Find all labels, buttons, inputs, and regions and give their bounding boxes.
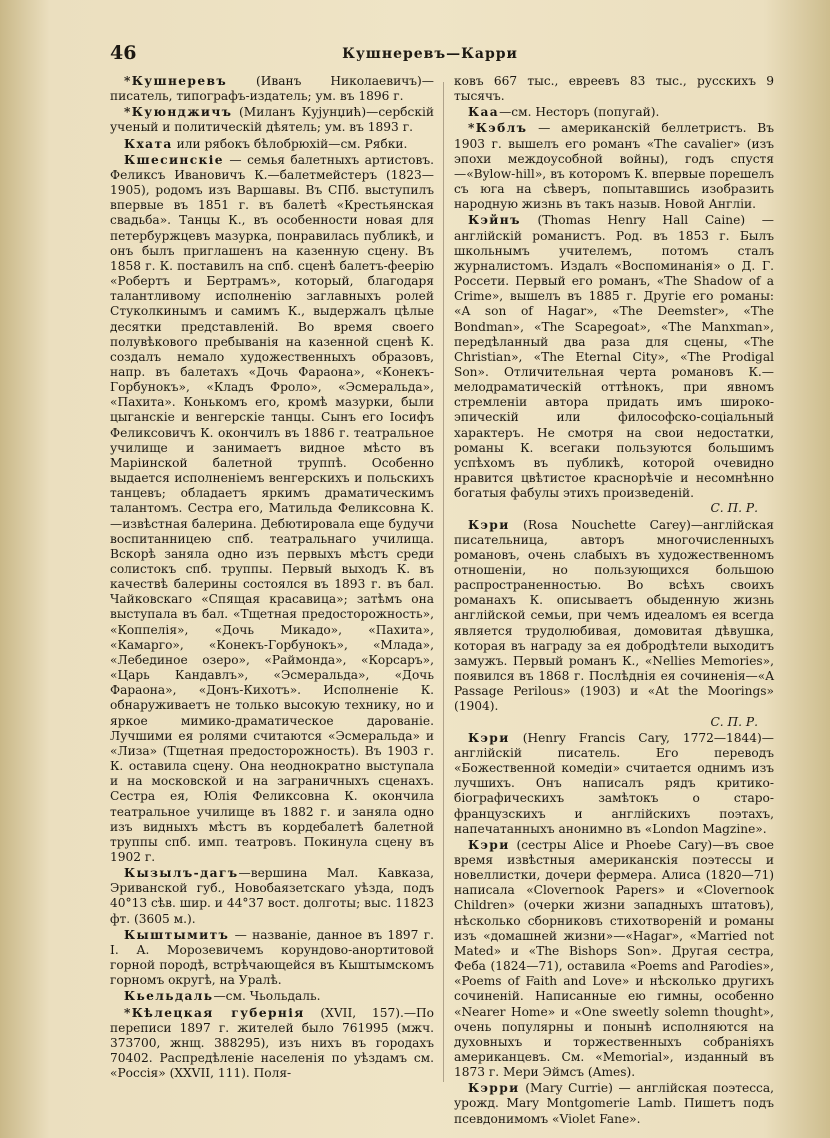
entry-headword: Кэри [468, 730, 510, 745]
entry-headword: Кшесинскіе [124, 152, 224, 167]
entry-text: ковъ 667 тыс., евреевъ 83 тыс., русскихъ 9 тысячъ. [454, 74, 774, 104]
entry-headword: Кызылъ-дагъ [124, 866, 239, 881]
dictionary-entry [454, 1081, 774, 1126]
dictionary-entry [110, 1006, 434, 1082]
entry-headword: Кыштымитъ [124, 927, 230, 942]
dictionary-entry [110, 105, 434, 135]
entry-text: —вершина Мал. Кавказа, Эриванской губ., Новобаязетскаго уѣзда, подъ 40°13 сѣв. шир. и 44°37 вост. долготы; выс. 11823 фт. (3605 м.). [110, 866, 434, 926]
entry-headword: *Кѣлецкая губернія [124, 1005, 305, 1020]
entry-text: — американскій беллетристъ. Въ 1903 г. вышелъ его романъ «The cavalier» (изъ эпохи междоусобной войны), годъ спустя —«Bylow-hill», въ которомъ К. впервые порешелъ съ юга на сѣверъ, попытавшись изобразить народную жизнь въ такъ назыв. Новой Англіи. [454, 121, 774, 212]
right-column [454, 74, 774, 1128]
dictionary-entry [454, 74, 774, 104]
left-column [110, 74, 434, 1082]
entry-text: (Иванъ Николаевичъ)—писатель, типографъ-издатель; ум. въ 1896 г. [110, 74, 434, 104]
page-number: 46 [110, 42, 137, 64]
dictionary-entry [454, 518, 774, 730]
entry-text: (Henry Francis Cary, 1772—1844)—англійскій писатель. Его переводъ «Божественной комедіи» считается однимъ изъ лучшихъ. Онъ написалъ рядъ критико-біографическихъ замѣтокъ о старо-французскихъ и англійскихъ поэтахъ, напечатанныхъ анонимно въ «London Magzine». [454, 730, 774, 836]
author-signature: С. П. Р. [710, 714, 758, 729]
entry-text: (XVII, 157).—По переписи 1897 г. жителей было 761995 (мжч. 373700, жнщ. 388295), изъ нихъ въ городахъ 70402. Распредѣленіе населенія по уѣздамъ см. «Россія» (XXVII, 111). Поля- [110, 1005, 434, 1081]
dictionary-entry [454, 838, 774, 1081]
entry-headword: *Куюнджичъ [124, 105, 233, 120]
entry-text: (Mary Currie) — англійская поэтесса, урожд. Mary Montgomerie Lamb. Пишетъ подъ псевдонимомъ «Violet Fane». [454, 1081, 774, 1126]
entry-text: (Thomas Henry Hall Caine) — англійскій романистъ. Род. въ 1853 г. Былъ школьнымъ учителемъ, потомъ сталъ журналистомъ. Издалъ «Воспоминанія» о Д. Г. Россети. Первый его романъ, «The Shadow of a Crime», вышелъ въ 1885 г. Другіе его романы: «A son of Hagar», «The Deemster», «The Bondman», «The Scapegoat», «The Manxman», передѣланный два раза для сцены, «The Christian», «The Eternal City», «The Prodigal Son». Отличительная черта романовъ К.—мелодраматическій оттѣнокъ, при явномъ стремленіи автора придать имъ широко-эпическій или философско-соціальный характеръ. Не смотря на свои недостатки, романы К. всегаки пользуются большимъ успѣхомъ въ публикѣ, которой очевидно нравится цвѣтистое краснорѣчіе и несомнѣнно богатыя фабулы этихъ произведеній. [454, 213, 774, 501]
entry-text: (сестры Alice и Phoebe Cary)—въ свое время извѣстныя американскія поэтессы и новеллистки, дочери фермера. Алиса (1820—71) написала «Clovernook Papers» и «Clovernook Children» (очерки жизни западныхъ штатовъ), нѣсколько сборниковъ стихотвореній и романы изъ «домашней жизни»—«Hagar», «Married not Mated» и «The Bishops Son». Другая сестра, Феба (1824—71), оставила «Poems and Parodies», «Poems of Faith and Love» и нѣсколько другихъ сочиненій. Написанные ею гимны, особенно «Nearer Home» и «One sweetly solemn thought», очень популярны и понынѣ исполняются на духовныхъ и торжественныхъ собраніяхъ американцевъ. См. «Memorial», изданный въ 1873 г. Мери Эймсъ (Ames). [454, 837, 774, 1080]
entry-text: — семья балетныхъ артистовъ. Феликсъ Ивановичъ К.—балетмейстеръ (1823—1905), родомъ изъ Варшавы. Въ СПб. выступилъ впервые въ 1851 г. въ балетѣ «Крестьянская свадьба». Танцы К., въ особенности новая для петербуржцевъ мазурка, понравилась публикѣ, и онъ былъ приглашенъ на казенную сцену. Въ 1858 г. К. поставилъ на спб. сценѣ балетъ-феерію «Робертъ и Бертрамъ», который, благодаря талантливому исполненію заглавныхъ ролей Стуколкинымъ и самимъ К., выдержалъ цѣлые десятки представленій. Во время своего полувѣкового пребыванія на казенной сценѣ К. создалъ немало художественныхъ образовъ, напр. въ балетахъ «Дочь Фараона», «Конекъ-Горбунокъ», «Кладъ Фроло», «Эсмеральда», «Пахита». Конькомъ его, кромѣ мазурки, были цыганскіе и венгерскіе танцы. Сынъ его Іосифъ Феликсовичъ К. окончилъ въ 1886 г. театральное училище и занимаетъ видное мѣсто въ Маріинской балетной труппѣ. Особенно выдается исполненіемъ венгерскихъ и польскихъ танцевъ; обладаетъ яркимъ драматическимъ талантомъ. Сестра его, Матильда Феликсовна К.—извѣстная балерина. Дебютировала еще будучи воспитанницею спб. театральнаго училища. Вскорѣ заняла одно изъ первыхъ мѣстъ среди солистокъ спб. труппы. Первый выходъ К. въ качествѣ балерины состоялся въ 1893 г. въ бал. Чайковскаго «Спящая красавица»; затѣмъ она выступала въ бал. «Тщетная предосторожность», «Коппелія», «Дочь Микадо», «Пахита», «Камарго», «Конекъ-Горбунокъ», «Млада», «Лебединое озеро», «Раймонда», «Корсаръ», «Царь Кандавлъ», «Эсмеральда», «Дочь Фараона», «Донъ-Кихотъ». Исполненіе К. обнаруживаетъ не только высокую технику, но и яркое мимико-драматическое дарованіе. Лучшими ея ролями считаются «Эсмеральда» и «Лиза» (Тщетная предосторожность). Въ 1903 г. К. оставила сцену. Она неоднократно выступала и на московской и на заграничныхъ сценахъ. Сестра ея, Юлія Феликсовна К. окончила театральное училище въ 1882 г. и заняла одно изъ видныхъ мѣстъ въ кордебалетѣ балетной труппы спб. имп. театровъ. Покинула сцену въ 1902 г. [110, 152, 434, 864]
entry-headword: Кхата [124, 136, 173, 151]
entry-text: —см. Несторъ (попугай). [499, 105, 660, 120]
running-title: Кушнеревъ—Карри [342, 46, 518, 62]
entry-text: или рябокъ бѣлобрюхій—см. Рябки. [172, 136, 408, 151]
entry-text: (Миланъ Кујунџић)—сербскій ученый и политическій дѣятель; ум. въ 1893 г. [110, 105, 434, 135]
dictionary-entry [110, 153, 434, 865]
entry-headword: *Кушнеревъ [124, 74, 228, 88]
entry-headword: Кэри [468, 517, 510, 532]
dictionary-entry [454, 121, 774, 212]
dictionary-entry [110, 866, 434, 927]
entry-text: (Rosa Nouchette Carey)—англійская писательница, авторъ многочисленныхъ романовъ, очень слабыхъ въ художественномъ отношеніи, но пользующихся большою распространенностью. Во всѣхъ своихъ романахъ К. описываетъ обыденную жизнь англійской семьи, при чемъ идеаломъ ея всегда является трудолюбивая, домовитая дѣвушка, которая въ награду за ея добродѣтели выходитъ замужъ. Первый романъ К., «Nellies Memories», появился въ 1868 г. Послѣднія ея сочиненія—«A Passage Perilous» (1903) и «At the Moorings» (1904). [454, 517, 774, 714]
dictionary-entry [454, 105, 774, 120]
dictionary-entry [110, 74, 434, 104]
entry-headword: Каа [468, 105, 500, 120]
author-signature: С. П. Р. [710, 501, 758, 516]
dictionary-entry [454, 731, 774, 837]
entry-headword: Кэрри [468, 1081, 520, 1096]
entry-headword: Кэри [468, 837, 510, 852]
dictionary-entry [454, 213, 774, 516]
dictionary-entry [110, 989, 434, 1004]
dictionary-entry [110, 137, 434, 152]
entry-text: — названіе, данное въ 1897 г. І. А. Морозевичемъ корундово-анортитовой горной породѣ, встрѣчающейся въ Кыштымскомъ горномъ округѣ, на Уралѣ. [110, 927, 434, 988]
entry-text: —см. Чьольдаль. [213, 989, 321, 1004]
entry-headword: *Кэблъ [468, 121, 528, 136]
column-divider [443, 82, 444, 1082]
entry-headword: Кьельдаль [124, 989, 214, 1004]
page-header [110, 42, 750, 66]
entry-headword: Кэйнъ [468, 213, 521, 228]
dictionary-entry [110, 928, 434, 989]
